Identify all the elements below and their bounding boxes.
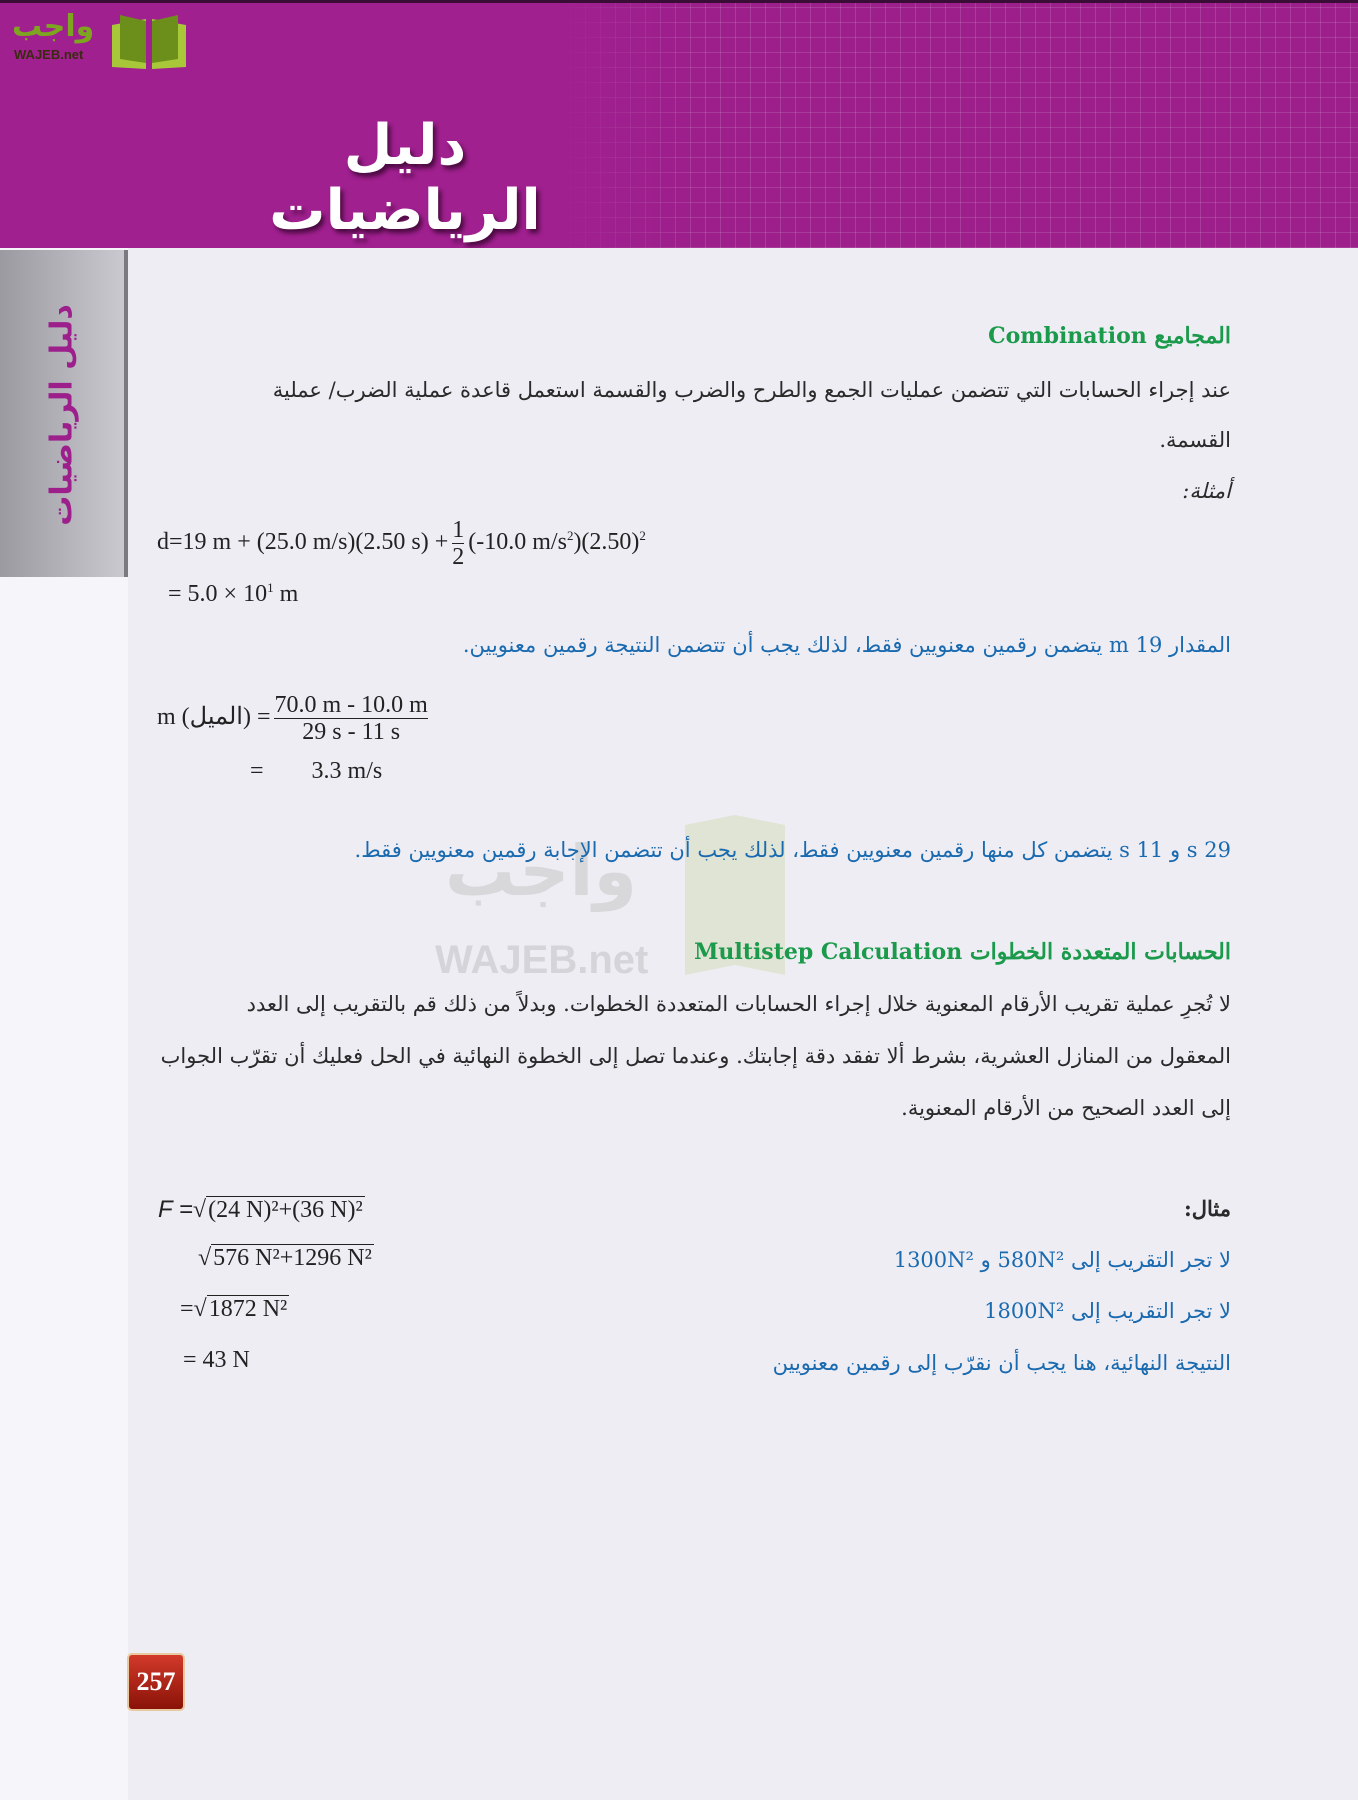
multistep-note-1: لا تجر التقريب إلى 580N² و 1300N² (893, 1248, 1231, 1272)
side-tab (0, 250, 128, 577)
multistep-paragraph-line1: لا تُجرِ عملية تقريب الأرقام المعنوية خلال إجراء الحسابات المتعددة الخطوات. وبدلاً من ذلك قم بالتقريب إلى العدد (246, 992, 1231, 1016)
page-title: دليل الرياضيات (269, 113, 541, 243)
force-equation-result: = 43 N (183, 1347, 250, 1373)
combination-paragraph-line1: عند إجراء الحسابات التي تتضمن عمليات الجمع والطرح والضرب والقسمة استعمل قاعدة عملية الضرب/ عملية (272, 378, 1231, 402)
combination-heading: المجاميع Combination (988, 323, 1231, 349)
page-number: 257 (127, 1653, 185, 1711)
force-equation-1: F =√(24 N)²+(36 N)² (158, 1196, 363, 1223)
logo-text-ar: واجب (12, 9, 95, 44)
book-icon (108, 11, 190, 71)
sig-fig-note-2: 29 s و 11 s يتضمن كل منها رقمين معنويين فقط، لذلك يجب أن تتضمن الإجابة رقمين معنويين فقط. (354, 838, 1231, 862)
equation-distance-result: = $5.0 \times 10^1$ m (168, 580, 299, 607)
force-equation-2: √576 N²+1296 N² (198, 1245, 372, 1271)
chapter-header (0, 0, 1358, 248)
side-tab-label: دليل الرياضيات (44, 304, 80, 526)
watermark-ar: واجب (445, 830, 638, 912)
examples-label: أمثلة: (1182, 479, 1231, 503)
content-panel (128, 248, 1358, 1800)
equation-slope-result: = 3.3 m/s (250, 758, 383, 784)
equation-slope: m (الميل) = $\frac{70.0 m - 10.0 m}{29 s - 11 s}$ (157, 692, 428, 745)
combination-paragraph-line2: القسمة. (1159, 428, 1231, 452)
multistep-paragraph-line2: المعقول من المنازل العشرية، بشرط ألا تفقد دقة إجابتك. وعندما تصل إلى الخطوة النهائية في الحل فعليك أن تقرّب الجواب (160, 1044, 1231, 1068)
watermark-en: WAJEB.net (435, 938, 649, 982)
multistep-heading: الحسابات المتعددة الخطوات Multistep Calculation (694, 939, 1231, 965)
wajeb-logo[interactable] (8, 9, 190, 71)
sig-fig-note-1: المقدار 19 m يتضمن رقمين معنويين فقط، لذلك يجب أن تتضمن النتيجة رقمين معنويين. (462, 633, 1231, 657)
example-label: مثال: (1184, 1196, 1231, 1221)
multistep-note-3: النتيجة النهائية، هنا يجب أن نقرّب إلى رقمين معنويين (772, 1351, 1231, 1375)
logo-text-en: WAJEB.net (14, 47, 84, 62)
force-equation-3: =√1872 N² (180, 1296, 288, 1322)
equation-distance: d=19 m + (25.0 m/s)(2.50 s) + $\frac{1}{2}$ (-10.0 $m/s^2)(2.50)^2$ (157, 517, 646, 570)
multistep-note-2: لا تجر التقريب إلى 1800N² (984, 1299, 1231, 1323)
multistep-paragraph-line3: إلى العدد الصحيح من الأرقام المعنوية. (901, 1096, 1231, 1120)
